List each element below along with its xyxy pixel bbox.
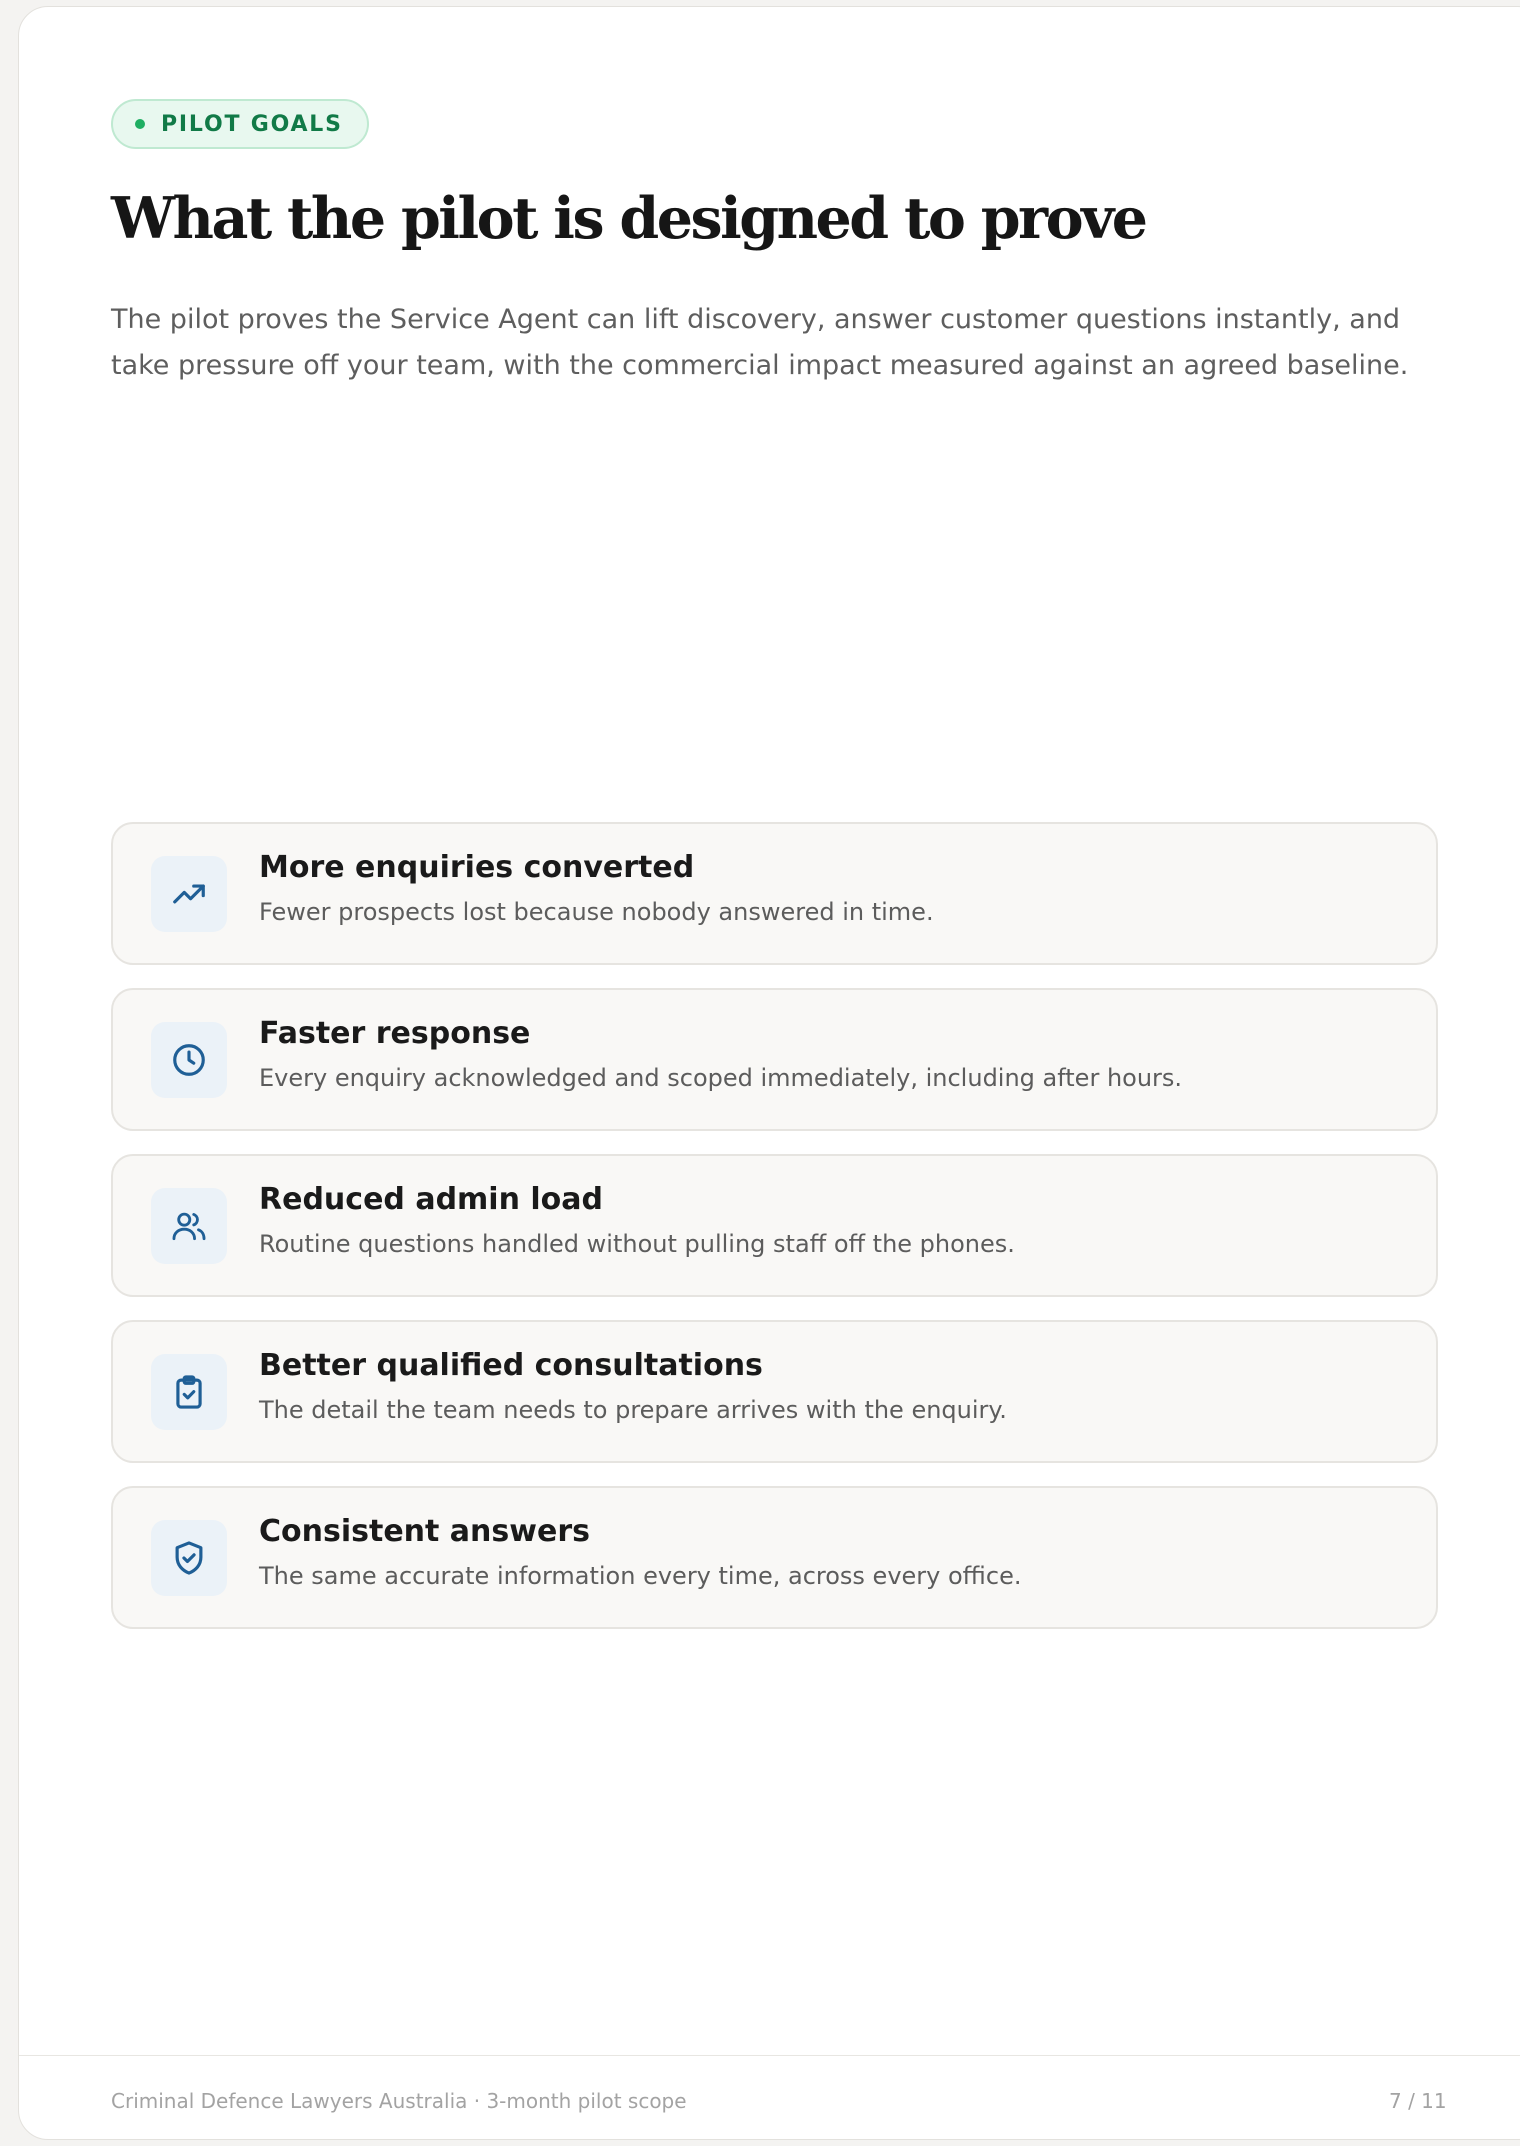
goal-title: Reduced admin load bbox=[259, 1182, 604, 1217]
document-page bbox=[18, 6, 1520, 2140]
users-icon bbox=[151, 1188, 227, 1264]
goal-card-response bbox=[111, 988, 1438, 1131]
goal-card-conversion bbox=[111, 822, 1438, 965]
goal-description: Routine questions handled without pulling staff off the phones. bbox=[259, 1230, 1015, 1258]
goal-description: The detail the team needs to prepare arrives with the enquiry. bbox=[259, 1396, 1007, 1424]
page-title: What the pilot is designed to prove bbox=[111, 185, 1146, 252]
goal-title: More enquiries converted bbox=[259, 850, 695, 885]
footer-divider bbox=[19, 2055, 1520, 2056]
goal-card-consultations bbox=[111, 1320, 1438, 1463]
goal-title: Consistent answers bbox=[259, 1514, 590, 1549]
goal-description: The same accurate information every time, across every office. bbox=[259, 1562, 1022, 1590]
goals-list bbox=[111, 822, 1438, 1652]
goal-title: Better qualified consultations bbox=[259, 1348, 763, 1383]
goal-description: Every enquiry acknowledged and scoped immediately, including after hours. bbox=[259, 1064, 1183, 1092]
goal-title: Faster response bbox=[259, 1016, 531, 1051]
footer-document-label: Criminal Defence Lawyers Australia · 3-month pilot scope bbox=[111, 2089, 687, 2113]
clipboard-check-icon bbox=[151, 1354, 227, 1430]
shield-check-icon bbox=[151, 1520, 227, 1596]
badge-label: PILOT GOALS bbox=[161, 111, 343, 137]
page-number: 7 / 11 bbox=[1389, 2089, 1447, 2113]
badge-dot-icon bbox=[135, 119, 145, 129]
intro-paragraph: The pilot proves the Service Agent can lift discovery, answer customer questions instantly, and take pressure off your team, with the commercial impact measured against an agreed baseline. bbox=[111, 304, 1409, 381]
goal-description: Fewer prospects lost because nobody answered in time. bbox=[259, 898, 934, 926]
goal-card-consistency bbox=[111, 1486, 1438, 1629]
trending-up-icon bbox=[151, 856, 227, 932]
clock-icon bbox=[151, 1022, 227, 1098]
goal-card-admin bbox=[111, 1154, 1438, 1297]
section-badge bbox=[111, 99, 369, 149]
